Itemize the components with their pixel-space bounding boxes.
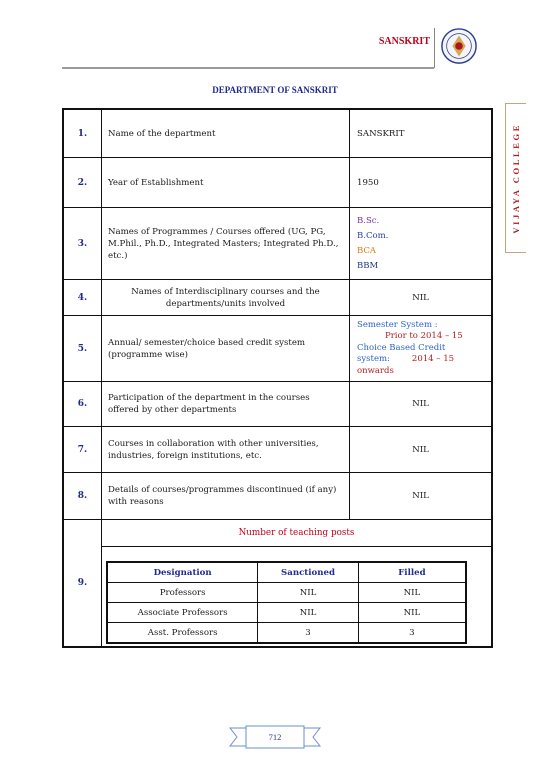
sanctioned-cell: NIL (258, 603, 359, 623)
table-row (107, 603, 466, 623)
row-number: 4. (64, 280, 102, 315)
row-description: Details of courses/programmes discontinued (if any) with reasons (102, 473, 350, 519)
row-value: NIL (412, 292, 429, 303)
column-header: Designation (107, 562, 258, 583)
column-header: Sanctioned (258, 562, 359, 583)
table-row (64, 473, 491, 520)
row-description: Participation of the department in the courses offered by other departments (102, 382, 350, 426)
filled-cell: NIL (358, 583, 466, 603)
semester-line: Prior to 2014 – 15 (385, 331, 463, 342)
semester-line: Semester System : (357, 319, 438, 330)
header-title: SANSKRIT (378, 36, 430, 47)
row-number: 5. (64, 316, 102, 381)
side-tab-text: VIJAYA COLLEGE (511, 122, 521, 234)
semester-line: 2014 – 15 (411, 354, 455, 365)
semester-info (350, 316, 491, 381)
row-value: NIL (412, 491, 429, 501)
table-row (64, 208, 491, 280)
row-value: NIL (412, 444, 429, 455)
teaching-posts-table (106, 561, 467, 644)
row-number: 3. (64, 208, 102, 279)
row-number: 8. (64, 473, 102, 519)
row-number: 7. (64, 427, 102, 472)
department-table (62, 108, 493, 648)
row-value: NIL (412, 399, 429, 409)
page-number: 712 (268, 732, 282, 742)
designation-cell: Professors (107, 583, 258, 603)
table-row (64, 427, 491, 473)
designation-cell: Asst. Professors (107, 623, 258, 644)
programme-item: B.Com. (357, 230, 389, 241)
sanctioned-cell: NIL (258, 583, 359, 603)
column-header: Filled (358, 562, 466, 583)
row-number: 6. (64, 382, 102, 426)
programme-item: BCA (357, 245, 377, 256)
table-row (64, 158, 491, 208)
table-row (107, 583, 466, 603)
teaching-posts-heading: Number of teaching posts (102, 520, 491, 547)
row-description: Names of Programmes / Courses offered (UG, PG, M.Phil., Ph.D., Integrated Masters; Integrated Ph.D., etc.) (102, 208, 350, 279)
college-logo-icon (440, 27, 478, 65)
row-description: Name of the department (102, 110, 350, 157)
row-number: 1. (64, 110, 102, 157)
header-divider (434, 28, 435, 68)
row-description: Courses in collaboration with other universities, industries, foreign institutions, etc. (102, 427, 350, 472)
row-value: 1950 (357, 177, 379, 188)
department-title: DEPARTMENT OF SANSKRIT (212, 85, 338, 95)
table-row (64, 316, 491, 382)
programme-list (350, 208, 491, 279)
sanctioned-cell: 3 (258, 623, 359, 644)
row-number: 9. (64, 520, 102, 646)
table-row (64, 520, 491, 646)
side-tab (505, 103, 526, 253)
page-footer (228, 724, 322, 750)
table-row (64, 110, 491, 158)
semester-line: onwards (357, 365, 394, 376)
table-row (64, 280, 491, 316)
programme-item: B.Sc. (357, 215, 380, 226)
semester-line: system: (357, 354, 390, 365)
table-row (107, 623, 466, 644)
programme-item: BBM (357, 260, 379, 271)
filled-cell: 3 (358, 623, 466, 644)
row-value: SANSKRIT (357, 128, 405, 139)
semester-line: Choice Based Credit (357, 342, 446, 353)
row-description: Annual/ semester/choice based credit system (programme wise) (102, 316, 350, 381)
designation-cell: Associate Professors (107, 603, 258, 623)
row-number: 2. (64, 158, 102, 207)
header-rule (62, 67, 434, 69)
filled-cell: NIL (358, 603, 466, 623)
table-row (64, 382, 491, 427)
row-description: Names of Interdisciplinary courses and the departments/units involved (102, 280, 350, 315)
row-description: Year of Establishment (102, 158, 350, 207)
